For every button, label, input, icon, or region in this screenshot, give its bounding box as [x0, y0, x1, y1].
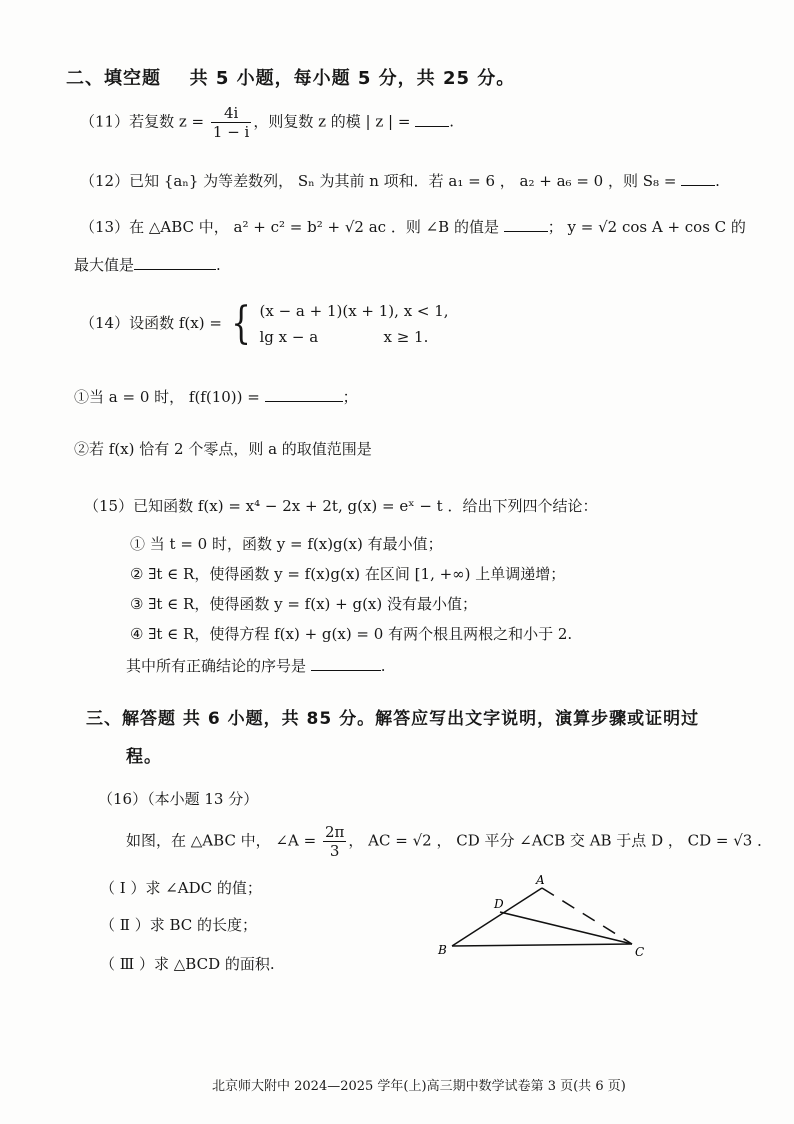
question-14-sub-2-text: ②若 f(x) 恰有 2 个零点，则 a 的取值范围是 — [74, 440, 372, 458]
label-a: A — [536, 873, 545, 887]
question-11-fraction-numerator: 4i — [211, 104, 251, 123]
question-15-number: （15） — [84, 497, 134, 515]
question-13-line-2 — [74, 254, 221, 275]
section-3-heading-line-2: 程。 — [126, 747, 162, 767]
question-16-fraction — [323, 823, 346, 860]
question-11-answer-blank[interactable] — [415, 112, 449, 127]
question-13-answer-blank-2[interactable] — [134, 255, 216, 270]
question-16-fraction-numerator: 2π — [324, 823, 345, 841]
question-14-sub-1-text: ①当 a = 0 时， f(f(10)) = — [74, 388, 260, 406]
question-15-ask — [126, 655, 386, 676]
question-15-text: 已知函数 f(x) = x⁴ − 2x + 2t, g(x) = eˣ − t ．给出下列四个结论： — [133, 497, 598, 515]
question-12-end: . — [715, 172, 720, 190]
question-14-sub-2 — [74, 438, 372, 459]
segment-cd — [500, 912, 632, 944]
question-15-item-4: ④ ∃t ∈ R，使得方程 f(x) + g(x) = 0 有两个根且两根之和小于 2. — [130, 625, 573, 643]
question-15-item-2: ② ∃t ∈ R，使得函数 y = f(x)g(x) 在区间 [1, +∞) 上单调递增； — [130, 565, 566, 583]
triangle-figure — [430, 872, 660, 962]
question-16-suffix: ， AC = √2 ， CD 平分 ∠ACB 交 AB 于点 D ， CD = √3 ． — [348, 831, 773, 850]
question-15 — [84, 495, 597, 516]
piecewise-case-2 — [259, 324, 448, 350]
question-11-end: . — [449, 112, 454, 131]
question-12 — [80, 170, 720, 191]
question-14-sub-1-end: ； — [342, 388, 358, 406]
question-16-fraction-denominator: 3 — [329, 842, 340, 860]
label-d: D — [494, 897, 504, 911]
question-15-ask-text: 其中所有正确结论的序号是 — [126, 657, 307, 675]
question-13 — [80, 216, 746, 237]
question-16-part-1: （ Ⅰ ）求 ∠ADC 的值； — [100, 879, 262, 897]
question-11-number: （11） — [80, 112, 130, 131]
piecewise-case-2-expr: lg x − a — [259, 328, 319, 346]
question-14-answer-blank-1[interactable] — [265, 387, 343, 402]
question-15-item-3: ③ ∃t ∈ R，使得函数 y = f(x) + g(x) 没有最小值； — [130, 595, 478, 613]
question-11-suffix: ，则复数 z 的模 | z | = — [253, 112, 411, 131]
question-11-fraction-denominator: 1 − i — [212, 123, 250, 141]
question-16-stem — [126, 823, 772, 860]
question-11 — [80, 104, 454, 141]
question-13-end: . — [216, 256, 221, 274]
question-13-text-2: ； y = √2 cos A + cos C 的 — [547, 218, 746, 236]
question-15-answer-blank[interactable] — [311, 656, 381, 671]
question-12-text: 已知 {aₙ} 为等差数列， Sₙ 为其前 n 项和．若 a₁ = 6 ， a₂ + a₆ = 0 ，则 S₈ = — [129, 172, 677, 190]
question-16-header: （16）（本小题 13 分） — [98, 790, 259, 808]
question-16-part-2: （ Ⅱ ）求 BC 的长度； — [100, 916, 258, 934]
question-13-text-3: 最大值是 — [74, 256, 135, 274]
piecewise-brace: { — [230, 298, 251, 349]
piecewise-case-2-cond: x ≥ 1. — [383, 328, 429, 346]
question-14-prefix: 设函数 f(x) = — [129, 314, 222, 332]
question-12-number: （12） — [80, 172, 130, 190]
question-11-prefix: 若复数 z = — [129, 112, 205, 131]
question-16-part-3: （ Ⅲ ）求 △BCD 的面积. — [100, 955, 275, 973]
question-14-sub-1 — [74, 386, 358, 407]
question-14 — [80, 298, 449, 350]
label-b: B — [438, 943, 447, 957]
piecewise-case-1: (x − a + 1)(x + 1), x < 1, — [259, 302, 449, 320]
question-14-number: （14） — [80, 314, 130, 332]
section-2-desc: 共 5 小题，每小题 5 分，共 25 分。 — [189, 68, 516, 89]
question-11-fraction — [211, 104, 251, 141]
question-13-number: （13） — [80, 218, 130, 236]
side-ac — [542, 888, 632, 944]
piecewise-cases — [259, 298, 448, 350]
section-2-heading — [66, 64, 515, 90]
question-13-text-1: 在 △ABC 中， a² + c² = b² + √2 ac ．则 ∠B 的值是 — [129, 218, 499, 236]
label-c: C — [635, 945, 645, 959]
question-16-prefix: 如图，在 △ABC 中， ∠A = — [126, 831, 317, 850]
section-3-heading: 三、解答题 共 6 小题，共 85 分。解答应写出文字说明，演算步骤或证明过 — [86, 709, 700, 729]
page-footer: 北京师大附中 2024—2025 学年(上)高三期中数学试卷第 3 页(共 6 页) — [212, 1079, 626, 1094]
side-bc — [452, 944, 632, 946]
question-12-answer-blank[interactable] — [681, 171, 715, 186]
question-15-end: . — [380, 657, 386, 675]
question-13-answer-blank-1[interactable] — [504, 217, 548, 232]
section-2-title: 二、填空题 — [66, 68, 161, 89]
question-15-item-1: ① 当 t = 0 时，函数 y = f(x)g(x) 有最小值； — [130, 535, 443, 553]
